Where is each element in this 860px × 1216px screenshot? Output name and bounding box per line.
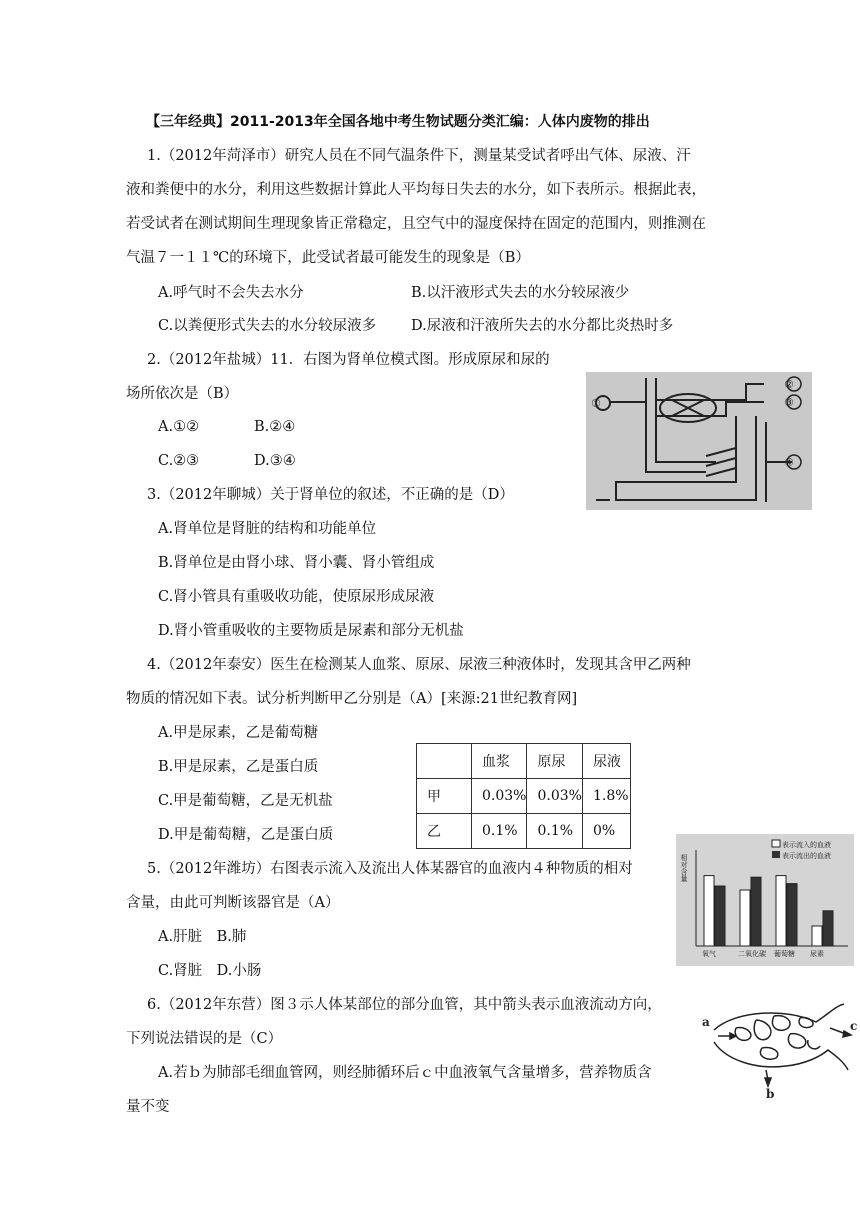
q4-option-b: B.甲是尿素，乙是蛋白质 — [158, 759, 319, 775]
table-cell: 0.1% — [472, 814, 527, 849]
bar-out-3 — [823, 911, 833, 946]
page-title: 【三年经典】2011-2013年全国各地中考生物试题分类汇编：人体内废物的排出 — [146, 114, 650, 130]
vessel-label-c: c — [850, 1019, 858, 1033]
q5-option-ab: A.肝脏 B.肺 — [158, 929, 247, 945]
q4-option-c: C.甲是葡萄糖，乙是无机盐 — [158, 793, 333, 809]
table-cell: 原尿 — [527, 744, 582, 779]
q4-line-1: 4.（2012年泰安）医生在检测某人血浆、原尿、尿液三种液体时，发现其含甲乙两种 — [147, 657, 691, 673]
q1-line-2: 液和粪便中的水分，利用这些数据计算此人平均每日失去的水分，如下表所示。根据此表， — [126, 182, 706, 198]
q6-option-a-line-2: 量不变 — [126, 1099, 170, 1115]
q1-option-c: C.以粪便形式失去的水分较尿液多 — [158, 318, 377, 334]
q5-line-2: 含量，由此可判断该器官是（A） — [126, 895, 340, 911]
q1-line-1: 1.（2012年菏泽市）研究人员在不同气温条件下，测量某受试者呼出气体、尿液、汗 — [147, 148, 691, 164]
q2-option-d: D.③④ — [254, 453, 296, 469]
x-tick-label-2: 葡萄糖 — [774, 950, 795, 958]
nephron-diagram — [586, 372, 812, 510]
q3-line-1: 3.（2012年聊城）关于肾单位的叙述，不正确的是（D） — [147, 487, 514, 503]
x-tick-label-1: 二氧化碳 — [738, 950, 766, 958]
legend-swatch-out — [772, 851, 780, 858]
q3-option-a: A.肾单位是肾脏的结构和功能单位 — [158, 521, 377, 537]
q2-option-b: B.②④ — [254, 419, 296, 435]
vessel-label-b: b — [766, 1087, 775, 1100]
q5-line-1: 5.（2012年潍坊）右图表示流入及流出人体某器官的血液内４种物质的相对 — [147, 861, 633, 877]
bar-in-2 — [776, 876, 786, 946]
q6-option-a-line-1: A.若ｂ为肺部毛细血管网，则经肺循环后ｃ中血液氧气含量增多，营养物质含 — [158, 1065, 652, 1081]
q4-option-a: A.甲是尿素，乙是葡萄糖 — [158, 725, 319, 741]
bar-chart-svg — [676, 834, 854, 966]
q1-line-3: 若受试者在测试期间生理现象皆正常稳定，且空气中的湿度保持在固定的范围内，则推测在 — [126, 216, 706, 232]
bar-in-1 — [740, 890, 750, 946]
bar-in-0 — [704, 876, 714, 946]
q3-option-c: C.肾小管具有重吸收功能，使原尿形成尿液 — [158, 589, 435, 605]
nephron-figure — [586, 372, 812, 510]
nephron-label-4: ④ — [784, 456, 794, 469]
bar-out-1 — [751, 877, 761, 946]
x-tick-label-3: 尿素 — [810, 950, 824, 958]
q6-line-1: 6.（2012年东营）图３示人体某部位的部分血管，其中箭头表示血液流动方向， — [147, 997, 662, 1013]
table-cell: 血浆 — [472, 744, 527, 779]
q5-option-cd: C.肾脏 D.小肠 — [158, 963, 262, 979]
q3-option-d: D.肾小管重吸收的主要物质是尿素和部分无机盐 — [158, 623, 464, 639]
q2-line-2: 场所依次是（B） — [126, 386, 239, 402]
x-tick-label-0: 氧气 — [702, 950, 716, 958]
q2-line-1: 2.（2012年盐城）11．右图为肾单位模式图。形成原尿和尿的 — [147, 352, 550, 368]
table-header-row — [417, 744, 631, 779]
bar-out-0 — [715, 886, 725, 946]
q1-option-b: B.以汗液形式失去的水分较尿液少 — [411, 285, 630, 301]
bar-in-3 — [812, 926, 822, 946]
bar-out-2 — [787, 884, 797, 946]
q4-option-d: D.甲是葡萄糖，乙是蛋白质 — [158, 827, 334, 843]
table-cell: 1.8% — [582, 779, 630, 814]
table-cell: 0.1% — [527, 814, 582, 849]
q2-option-a: A.①② — [158, 419, 200, 435]
nephron-label-2: ② — [784, 378, 794, 391]
capillary-diagram — [696, 1000, 860, 1100]
legend-label-out: 表示流出的血液 — [782, 852, 831, 860]
q6-line-2: 下列说法错误的是（C） — [126, 1031, 283, 1047]
q4-data-table — [416, 743, 631, 849]
q4-line-2: 物质的情况如下表。试分析判断甲乙分别是（A）[来源:21世纪教育网] — [126, 691, 578, 707]
legend-label-in: 表示流入的血液 — [782, 841, 831, 849]
table-cell: 乙 — [417, 814, 472, 849]
blood-vessel-figure — [696, 1000, 860, 1100]
q1-line-4: 气温７一１１℃的环境下，此受试者最可能发生的现象是（B） — [126, 250, 530, 266]
q1-option-a: A.呼气时不会失去水分 — [158, 285, 304, 301]
chart-ylabel: 相对含量 — [680, 854, 688, 882]
nephron-label-3: ③ — [784, 396, 794, 409]
table-row — [417, 814, 631, 849]
legend-swatch-in — [772, 840, 780, 847]
table-row — [417, 779, 631, 814]
blood-substance-chart — [676, 834, 854, 966]
q1-option-d: D.尿液和汗液所失去的水分都比炎热时多 — [411, 318, 674, 334]
vessel-label-a: a — [702, 1015, 710, 1029]
table-cell: 0.03% — [472, 779, 527, 814]
table-cell: 0% — [582, 814, 630, 849]
q2-option-c: C.②③ — [158, 453, 200, 469]
table-cell — [417, 744, 472, 779]
table-cell: 尿液 — [582, 744, 630, 779]
table-cell: 0.03% — [527, 779, 582, 814]
q3-option-b: B.肾单位是由肾小球、肾小囊、肾小管组成 — [158, 555, 435, 571]
nephron-label-1: ① — [591, 397, 601, 410]
table-cell: 甲 — [417, 779, 472, 814]
